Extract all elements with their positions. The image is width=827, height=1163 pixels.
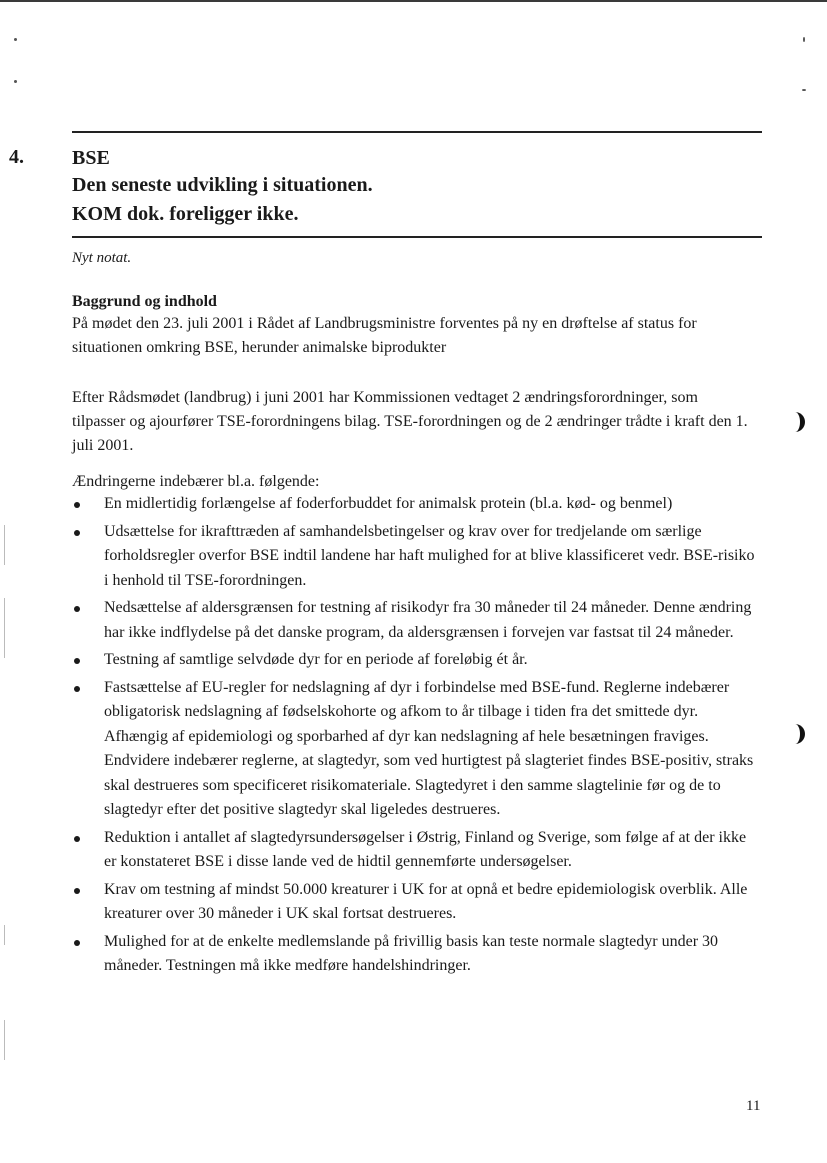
bullet-icon [74,888,80,894]
changes-list [72,492,762,982]
scan-top-edge [0,0,827,2]
paragraph-list-intro: Ændringerne indebærer bl.a. følgende: [72,473,320,490]
scan-margin-mark [4,1020,5,1060]
scan-speck [14,38,17,41]
scan-speck [802,89,806,91]
bullet-icon [74,940,80,946]
paragraph-regulations: Efter Rådsmødet (landbrug) i juni 2001 har Kommissionen vedtaget 2 ændringsforordninger, som tilpasser og ajourfører TSE-forordningens bilag. TSE-forordningen og de 2 ændringer trådte i kraft den 1. juli 2001. [72,389,748,454]
section-title-line-1: BSE [72,147,110,169]
heading-top-rule [72,131,762,133]
list-item: Krav om testning af mindst 50.000 kreaturer i UK for at opnå et bedre epidemiologisk overblik. Alle kreaturer over 30 måneder i UK skal fortsat destrueres. [72,878,762,927]
scan-speck [803,37,805,42]
list-item: Mulighed for at de enkelte medlemslande på frivillig basis kan teste normale slagtedyr under 30 måneder. Testningen må ikke medføre handelshindringer. [72,930,762,979]
list-item: Nedsættelse af aldersgrænsen for testning af risikodyr fra 30 måneder til 24 måneder. Denne ændring har ikke indflydelse på det danske program, da aldersgrænsen i forvejen var fastsat til 24 måneder. [72,596,762,645]
bullet-icon [74,686,80,692]
subheading: Baggrund og indhold [72,293,217,310]
bullet-icon [74,658,80,664]
punch-hole-mark [788,412,805,432]
section-number: 4. [9,146,24,168]
scan-margin-mark [4,525,5,565]
bullet-icon [74,836,80,842]
paragraph-intro: På mødet den 23. juli 2001 i Rådet af Landbrugsministre forventes på ny en drøftelse af status for situationen omkring BSE, herunder animalske biprodukter [72,315,697,356]
scan-speck [14,80,17,83]
list-item: Fastsættelse af EU-regler for nedslagning af dyr i forbindelse med BSE-fund. Reglerne indebærer obligatorisk nedslagning af fødselskohorte og afkom to år tilbage i tiden fra det smittede dyr. Afhængig af epidemiologi og sporbarhed af dyr kan nedslagning af hele besætningen fraviges. Endvidere indebærer reglerne, at slagtedyr, som ved hurtigtest på slagteriet findes BSE-positiv, straks skal destrueres som specificeret risikomateriale. Slagtedyret i den samme slagtelinie før og de to slagtedyr efter det positive slagtedyr skal ligeledes destrueres. [72,676,762,823]
section-title-line-3: KOM dok. foreligger ikke. [72,203,299,225]
bullet-icon [74,530,80,536]
list-item: Testning af samtlige selvdøde dyr for en periode af foreløbig ét år. [72,648,762,673]
heading-bottom-rule [72,236,762,238]
scan-margin-mark [4,598,5,658]
bullet-icon [74,606,80,612]
list-item: En midlertidig forlængelse af foderforbuddet for animalsk protein (bl.a. kød- og benmel) [72,492,762,517]
page-number: 11 [746,1098,761,1114]
bullet-icon [74,502,80,508]
section-title-line-2: Den seneste udvikling i situationen. [72,174,373,196]
scan-margin-mark [4,925,5,945]
list-item: Udsættelse for ikrafttræden af samhandelsbetingelser og krav over for tredjelande om særlige forholdsregler overfor BSE indtil landene har haft mulighed for at blive klassificeret vedr. BSE-risiko i henhold til TSE-forordningen. [72,520,762,594]
punch-hole-mark [788,724,805,744]
list-item: Reduktion i antallet af slagtedyrsundersøgelser i Østrig, Finland og Sverige, som følge af at der ikke er konstateret BSE i disse lande ved de hidtil gennemførte undersøgelser. [72,826,762,875]
note-label: Nyt notat. [72,250,132,266]
